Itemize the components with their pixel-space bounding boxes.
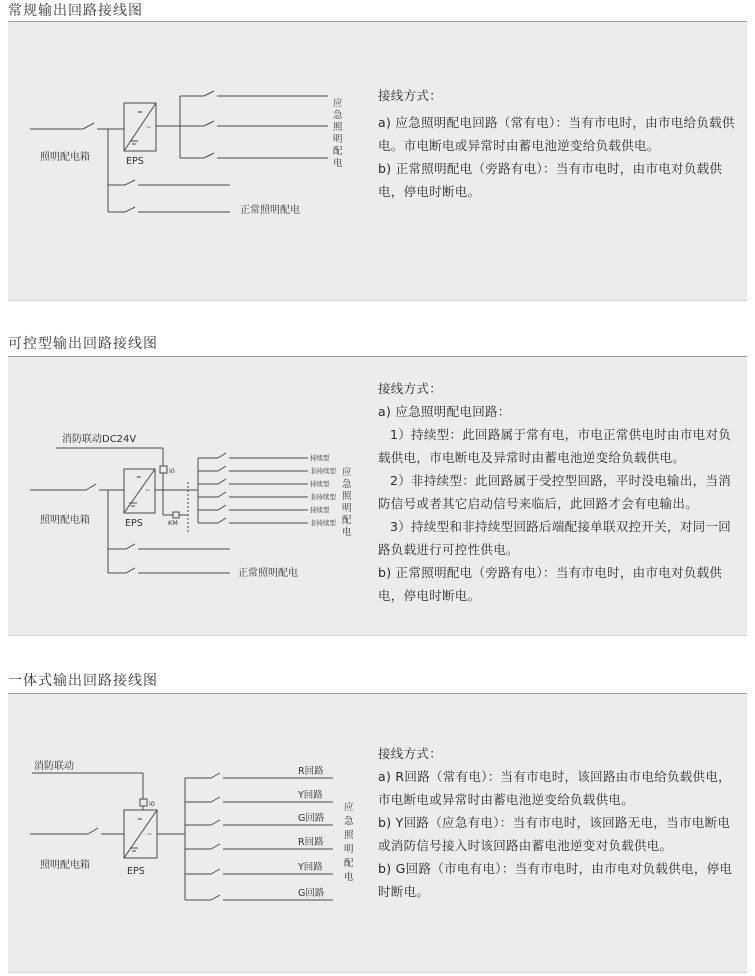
- svg-text:配: 配: [342, 515, 352, 526]
- branch-label: 持续型: [310, 506, 330, 514]
- input-label: 照明配电箱: [40, 860, 90, 871]
- svg-text:i0: i0: [149, 800, 155, 808]
- branch-label: 非持续型: [310, 519, 336, 527]
- svg-text:照: 照: [333, 122, 343, 133]
- svg-text:电: 电: [333, 158, 343, 169]
- controllable-branches: [198, 453, 308, 523]
- controllable-wiring-diagram: [8, 357, 370, 635]
- svg-text:应: 应: [333, 98, 343, 109]
- normal-lighting-label: 正常照明配电: [238, 568, 298, 579]
- integrated-wiring-diagram: [8, 694, 370, 972]
- svg-text:急: 急: [342, 479, 352, 490]
- svg-text:配: 配: [333, 146, 343, 157]
- section-title-conventional: 常规输出回路接线图: [8, 3, 143, 19]
- input-label: 照明配电箱: [40, 515, 90, 526]
- desc-item: 3）持续型和非持续型回路后端配接单联双控开关，对同一回路负载进行可控性供电。: [378, 519, 732, 557]
- desc-item: b) 正常照明配电（旁路有电）：当有市电时，由市电对负载供电，停电时断电。: [378, 565, 723, 603]
- svg-text:应: 应: [344, 802, 354, 813]
- svg-text:照: 照: [342, 491, 352, 502]
- desc-item: a) R回路（常有电）：当有市电时，该回路由市电给负载供电，市电断电或异常时由蓄电池逆变给负载供电。: [378, 769, 731, 807]
- svg-text:~: ~: [147, 830, 153, 838]
- emergency-branches: [180, 91, 328, 158]
- desc-item: 2）非持续型：此回路属于受控型回路，平时没电输出，当消防信号或者其它启动信号来临后，此回路才会有电输出。: [378, 473, 732, 511]
- desc-item: b) 正常照明配电（旁路有电）：当有市电时，由市电对负载供电，停电时断电。: [378, 161, 723, 199]
- svg-text:明: 明: [342, 503, 352, 514]
- branch-label: 非持续型: [310, 467, 336, 475]
- svg-text:明: 明: [344, 844, 354, 855]
- desc-item: b) G回路（市电有电）：当有市电时，由市电对负载供电，停电时断电。: [378, 861, 733, 899]
- signal-label: 消防联动: [34, 761, 74, 772]
- svg-text:电: 电: [344, 872, 354, 883]
- desc-item: b) Y回路（应急有电）：当有市电时，该回路无电，当市电断电或消防信号接入时该回路由蓄电池逆变对负载供电。: [378, 815, 731, 853]
- normal-lighting-label: 正常照明配电: [240, 205, 300, 216]
- controllable-panel: [8, 356, 747, 636]
- signal-label: 消防联动DC24V: [62, 434, 137, 445]
- branch-label: Y回路: [298, 790, 323, 801]
- conventional-description: [378, 84, 740, 203]
- input-label: 照明配电箱: [40, 152, 90, 163]
- branch-label: R回路: [298, 766, 324, 777]
- branch-label: Y回路: [298, 862, 323, 873]
- svg-text:=: =: [136, 473, 142, 481]
- svg-text:照: 照: [344, 830, 354, 841]
- svg-text:i0: i0: [169, 467, 175, 475]
- emergency-vertical-label: [344, 801, 354, 883]
- svg-text:=: =: [137, 108, 143, 116]
- eps-label: EPS: [125, 518, 143, 529]
- desc-heading: 接线方式：: [378, 88, 443, 103]
- section-title-controllable: 可控型输出回路接线图: [8, 336, 158, 352]
- desc-item: a) 应急照明配电回路（常有电）：当有市电时，由市电给负载供电。市电断电或异常时由蓄电池逆变给负载供电。: [378, 115, 735, 153]
- desc-item: a) 应急照明配电回路：: [378, 404, 511, 419]
- svg-text:~: ~: [145, 486, 151, 494]
- controllable-description: [378, 377, 740, 607]
- svg-text:明: 明: [333, 134, 343, 145]
- svg-text:配: 配: [344, 858, 354, 869]
- svg-text:应: 应: [342, 467, 352, 478]
- svg-text:电: 电: [342, 527, 352, 538]
- emergency-vertical-label: [333, 97, 343, 169]
- branch-label: G回路: [298, 813, 325, 824]
- branch-label: 持续型: [310, 454, 330, 462]
- section-title-integrated: 一体式输出回路接线图: [8, 673, 158, 689]
- svg-text:=: =: [137, 815, 143, 823]
- branch-label: 持续型: [310, 480, 330, 488]
- branch-label: G回路: [298, 888, 325, 899]
- integrated-panel: [8, 693, 747, 973]
- branch-label: R回路: [298, 837, 324, 848]
- desc-heading: 接线方式：: [378, 746, 443, 761]
- eps-label: EPS: [126, 156, 144, 167]
- desc-heading: 接线方式：: [378, 381, 443, 396]
- eps-label: EPS: [127, 866, 145, 877]
- km-label: KM: [168, 519, 178, 527]
- svg-text:急: 急: [344, 816, 354, 827]
- svg-text:急: 急: [333, 110, 343, 121]
- branch-label: 非持续型: [310, 493, 336, 501]
- emergency-vertical-label: [342, 466, 352, 538]
- conventional-panel: [8, 21, 747, 301]
- svg-text:~: ~: [146, 123, 152, 131]
- desc-item: 1）持续型：此回路属于常有电，市电正常供电时由市电对负载供电，市电断电及异常时由蓄电池逆变给负载供电。: [378, 427, 732, 465]
- integrated-description: [378, 742, 740, 903]
- conventional-wiring-diagram: [8, 22, 368, 300]
